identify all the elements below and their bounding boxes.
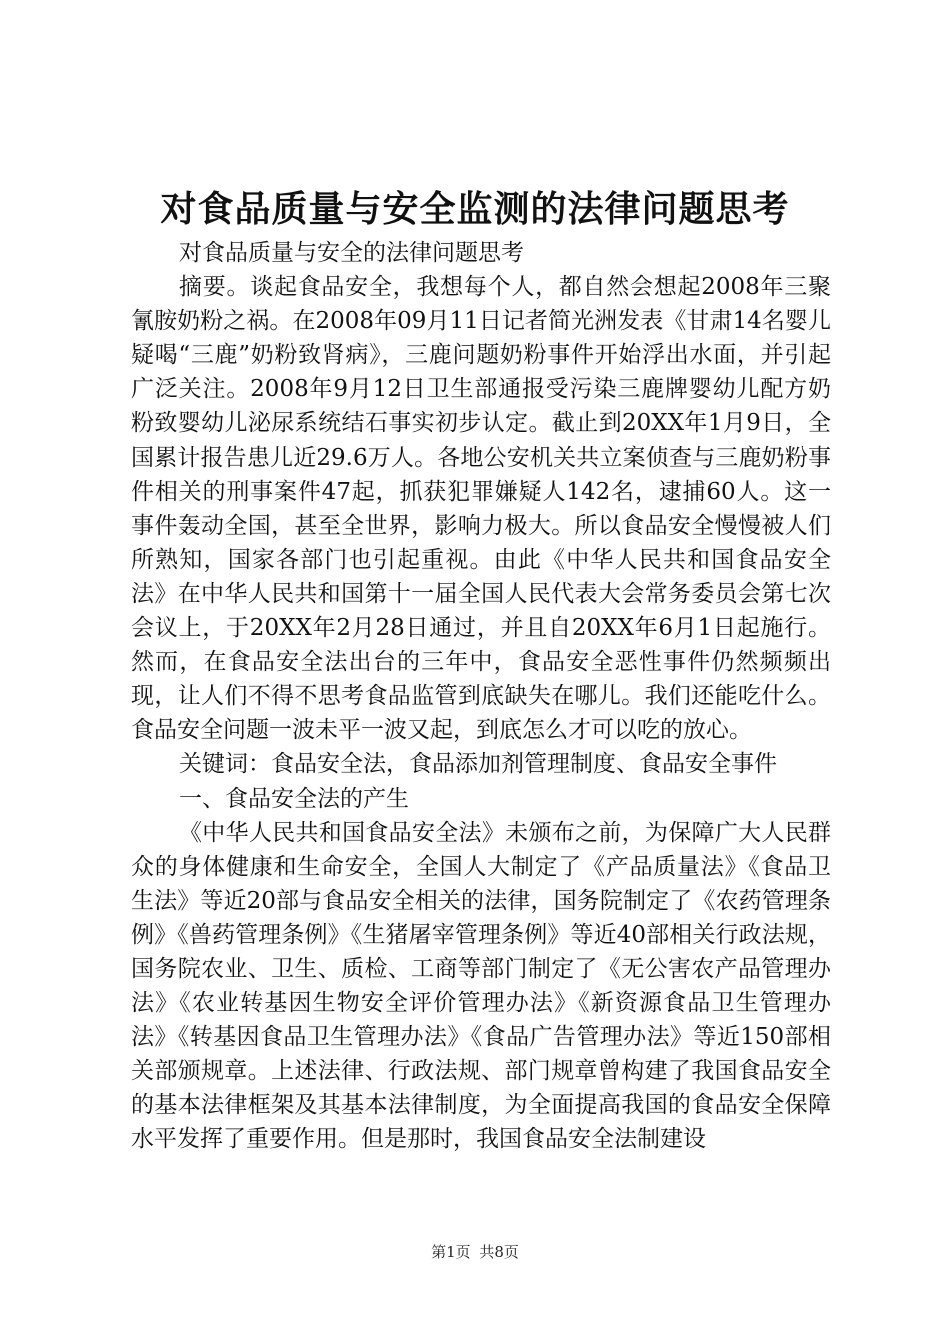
abstract-paragraph: 摘要。谈起食品安全，我想每个人，都自然会想起2008年三聚氰胺奶粉之祸。在2008年09月11日记者简光洲发表《甘肃14名婴儿疑喝“三鹿”奶粉致肾病》，三鹿问题奶粉事件开始浮出水面，并引起广泛关注。2008年9月12日卫生部通报受污染三鹿牌婴幼儿配方奶粉致婴幼儿泌尿系统结石事实初步认定。截止到20XX年1月9日，全国累计报告患儿近29.6万人。各地公安机关共立案侦查与三鹿奶粉事件相关的刑事案件47起，抓获犯罪嫌疑人142名，逮捕60人。这一事件轰动全国，甚至全世界，影响力极大。所以食品安全慢慢被人们所熟知，国家各部门也引起重视。由此《中华人民共和国食品安全法》在中华人民共和国第十一届全国人民代表大会常务委员会第七次会议上，于20XX年2月28日通过，并且自20XX年6月1日起施行。然而，在食品安全法出台的三年中，食品安全恶性事件仍然频频出现，让人们不得不思考食品监管到底缺失在哪儿。我们还能吃什么。食品安全问题一波未平一波又起，到底怎么才可以吃的放心。 [131,274,831,744]
page-total: 共8页 [479,1243,519,1261]
document-body [131,236,831,1157]
body-paragraph: 《中华人民共和国食品安全法》未颁布之前，为保障广大人民群众的身体健康和生命安全，全国人大制定了《产品质量法》《食品卫生法》等近20部与食品安全相关的法律，国务院制定了《农药管理条例》《兽药管理条例》《生猪屠宰管理条例》等近40部相关行政法规，国务院农业、卫生、质检、工商等部门制定了《无公害农产品管理办法》《农业转基因生物安全评价管理办法》《新资源食品卫生管理办法》《转基因食品卫生管理办法》《食品广告管理办法》等近150部相关部颁规章。上述法律、行政法规、部门规章曾构建了我国食品安全的基本法律框架及其基本法律制度，为全面提高我国的食品安全保障水平发挥了重要作用。但是那时，我国食品安全法制建设 [131,819,831,1153]
keywords-paragraph: 关键词：食品安全法，食品添加剂管理制度、食品安全事件 [179,751,777,778]
section-heading: 一、食品安全法的产生 [179,785,409,812]
subtitle-paragraph: 对食品质量与安全的法律问题思考 [179,240,524,266]
page-footer [0,1242,950,1262]
document-title: 对食品质量与安全监测的法律问题思考 [160,188,790,230]
page-number: 第1页 [431,1243,471,1261]
